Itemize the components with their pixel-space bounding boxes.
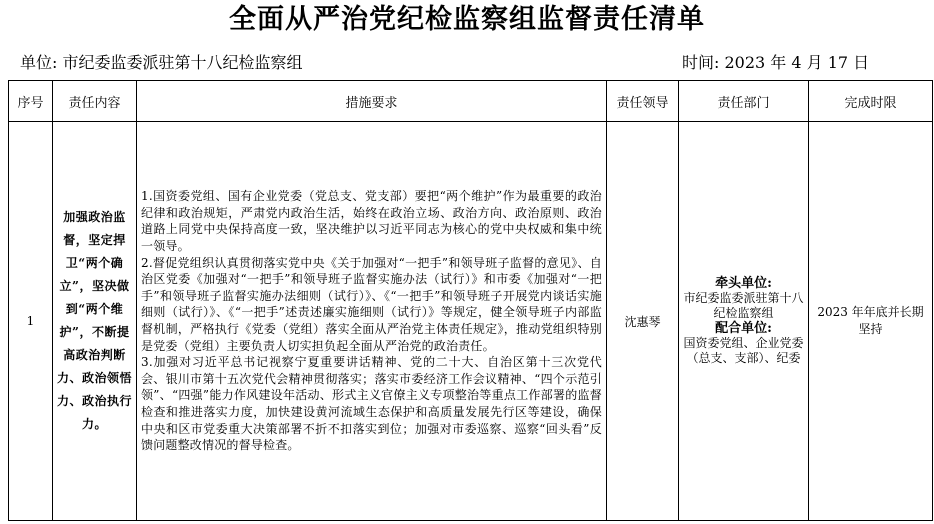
page-title: 全面从严治党纪检监察组监督责任清单 bbox=[229, 4, 705, 35]
coop-unit: 国资委党组、企业党委（总支、支部）、纪委 bbox=[683, 336, 804, 365]
responsibility-table bbox=[8, 80, 933, 521]
measure-item-1: 1.国资委党组、国有企业党委（党总支、党支部）要把“两个维护”作为最重要的政治纪律和政治规矩，严肃党内政治生活，始终在政治立场、政治方向、政治原则、政治道路上同党中央保持高度一致，坚决维护以习近平同志为核心的党中央权威和集中统一领导。 bbox=[141, 189, 602, 254]
table-row bbox=[9, 122, 933, 521]
table-header-row bbox=[9, 81, 933, 122]
header-deadline: 完成时限 bbox=[809, 81, 933, 122]
meta-row bbox=[0, 50, 934, 76]
header-department: 责任部门 bbox=[679, 81, 809, 122]
date-label: 时间: 2023 年 4 月 17 日 bbox=[682, 53, 870, 72]
header-content: 责任内容 bbox=[53, 81, 137, 122]
cell-content: 加强政治监督，坚定捍卫“两个确立”，坚决做到“两个维护”，不断提高政治判断力、政治领悟力、政治执行力。 bbox=[53, 122, 137, 521]
header-leader: 责任领导 bbox=[607, 81, 679, 122]
header-index: 序号 bbox=[9, 81, 53, 122]
unit-label: 单位: 市纪委监委派驻第十八纪检监察组 bbox=[20, 53, 303, 72]
coop-unit-label: 配合单位: bbox=[715, 321, 772, 336]
lead-unit: 市纪委监委派驻第十八纪检监察组 bbox=[683, 291, 804, 320]
measure-item-3: 3.加强对习近平总书记视察宁夏重要讲话精神、党的二十大、自治区第十三次党代会、银川市第十五次党代会精神贯彻落实；落实市委经济工作会议精神、“四个示范引领”、“四强”能力作风建设年活动、形式主义官僚主义专项整治等重点工作部署的监督检查和推进落实力度，加快建设黄河流域生态保护和高质量发展先行区等建设，确保中央和区市党委重大决策部署不折不扣落实到位；加强对市委巡察、巡察“回头看”反馈问题整改情况的督导检查。 bbox=[141, 355, 602, 453]
cell-leader: 沈惠琴 bbox=[607, 122, 679, 521]
cell-department bbox=[679, 122, 809, 521]
lead-unit-label: 牵头单位: bbox=[715, 276, 772, 291]
header-measures: 措施要求 bbox=[137, 81, 607, 122]
cell-measures bbox=[137, 122, 607, 521]
cell-deadline: 2023 年年底并长期坚持 bbox=[809, 122, 933, 521]
measure-item-2: 2.督促党组织认真贯彻落实党中央《关于加强对“一把手”和领导班子监督的意见》、自治区党委《加强对“一把手”和领导班子监督实施办法（试行）》和市委《加强对“一把手”和领导班子监督实施办法细则（试行）》、《“一把手”和领导班子开展党内谈话实施细则（试行）》、《“一把手”述责述廉实施细则（试行）》等规定，健全领导班子内部监督机制，严格执行《党委（党组）落实全面从严治党主体责任规定》，推动党组织特别是党委（党组）主要负责人切实担负起全面从严治党的政治责任。 bbox=[141, 255, 602, 353]
cell-index: 1 bbox=[9, 122, 53, 521]
